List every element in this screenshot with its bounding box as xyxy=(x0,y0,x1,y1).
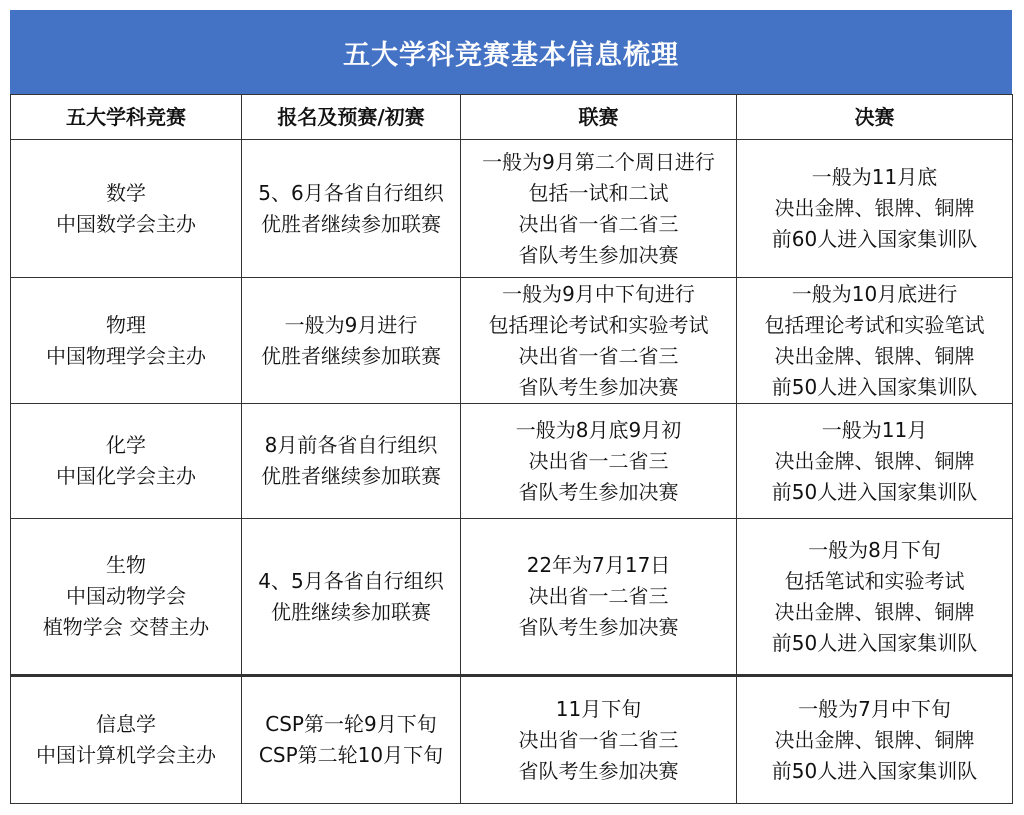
table-row xyxy=(11,676,1013,804)
cell-line: 决出金牌、银牌、铜牌 xyxy=(774,727,975,752)
final-cell xyxy=(737,278,1013,404)
cell-line: 决出金牌、银牌、铜牌 xyxy=(774,196,975,220)
cell-line: 优胜者继续参加联赛 xyxy=(261,343,441,368)
final-cell xyxy=(737,404,1013,519)
cell-line: 决出金牌、银牌、铜牌 xyxy=(774,343,975,368)
cell-line: 中国动物学会 xyxy=(66,584,186,608)
header-row xyxy=(11,95,1013,140)
cell-line: 决出省一二省三 xyxy=(528,448,669,473)
cell-line: 优胜继续参加联赛 xyxy=(271,599,431,624)
cell-line: 一般为11月 xyxy=(821,417,928,442)
league-cell xyxy=(461,140,737,278)
league-cell xyxy=(461,404,737,519)
cell-line: 22年为7月17日 xyxy=(526,553,671,577)
cell-line: 生物 xyxy=(106,553,146,577)
cell-line: 省队考生参加决赛 xyxy=(518,242,679,267)
cell-line: CSP第一轮9月下旬 xyxy=(265,712,437,736)
cell-line: 一般为11月底 xyxy=(811,165,938,189)
table-row xyxy=(11,140,1013,278)
cell-line: 信息学 xyxy=(96,712,156,736)
cell-line: 前50人进入国家集训队 xyxy=(771,758,978,783)
cell-line: 优胜者继续参加联赛 xyxy=(261,211,441,236)
league-cell xyxy=(461,278,737,404)
league-cell xyxy=(461,676,737,804)
prelim-cell xyxy=(242,140,461,278)
cell-line: 4、5月各省自行组织 xyxy=(258,568,444,593)
cell-line: 优胜者继续参加联赛 xyxy=(261,464,441,488)
table-title: 五大学科竞赛基本信息梳理 xyxy=(10,10,1012,94)
cell-line: 决出省一二省三 xyxy=(528,584,669,608)
cell-line: 决出金牌、银牌、铜牌 xyxy=(774,599,975,624)
cell-line: 前60人进入国家集训队 xyxy=(771,227,978,251)
cell-line: 决出金牌、银牌、铜牌 xyxy=(774,448,975,473)
subject-cell xyxy=(11,278,242,404)
cell-line: 省队考生参加决赛 xyxy=(518,758,679,783)
cell-line: 5、6月各省自行组织 xyxy=(258,180,444,205)
cell-line: 省队考生参加决赛 xyxy=(518,374,679,399)
cell-line: 前50人进入国家集训队 xyxy=(771,374,978,399)
final-cell xyxy=(737,140,1013,278)
cell-line: 物理 xyxy=(106,312,146,337)
cell-line: 省队考生参加决赛 xyxy=(518,479,679,504)
cell-line: 包括理论考试和实验笔试 xyxy=(764,312,985,337)
subject-cell xyxy=(11,519,242,676)
prelim-cell xyxy=(242,278,461,404)
prelim-cell xyxy=(242,519,461,676)
cell-line: 决出省一省二省三 xyxy=(518,211,679,236)
cell-line: 决出省一省二省三 xyxy=(518,727,679,752)
cell-line: 决出省一省二省三 xyxy=(518,343,679,368)
prelim-cell xyxy=(242,404,461,519)
cell-line: 中国计算机学会主办 xyxy=(36,743,216,767)
cell-line: 数学 xyxy=(106,180,146,205)
cell-line: 一般为9月第二个周日进行 xyxy=(482,149,715,174)
header-subject: 五大学科竞赛 xyxy=(11,95,242,140)
league-cell xyxy=(461,519,737,676)
cell-line: 一般为9月中下旬进行 xyxy=(502,281,695,306)
cell-line: 一般为7月中下旬 xyxy=(798,696,951,721)
table-row xyxy=(11,278,1013,404)
competition-table xyxy=(10,94,1013,804)
cell-line: 一般为8月底9月初 xyxy=(515,417,682,442)
header-final: 决赛 xyxy=(737,95,1013,140)
final-cell xyxy=(737,676,1013,804)
cell-line: 11月下旬 xyxy=(555,696,642,721)
prelim-cell xyxy=(242,676,461,804)
cell-line: 中国数学会主办 xyxy=(56,211,196,236)
header-league: 联赛 xyxy=(461,95,737,140)
competition-table-frame xyxy=(10,10,1012,804)
cell-line: 植物学会 交替主办 xyxy=(42,615,210,639)
cell-line: 中国化学会主办 xyxy=(56,464,196,488)
final-cell xyxy=(737,519,1013,676)
cell-line: 化学 xyxy=(106,433,146,457)
cell-line: 一般为10月底进行 xyxy=(791,281,958,306)
cell-line: 包括理论考试和实验考试 xyxy=(488,312,709,337)
cell-line: 一般为9月进行 xyxy=(284,312,418,337)
subject-cell xyxy=(11,140,242,278)
cell-line: CSP第二轮10月下旬 xyxy=(258,743,444,767)
cell-line: 包括笔试和实验考试 xyxy=(784,568,965,593)
cell-line: 前50人进入国家集训队 xyxy=(771,630,978,655)
cell-line: 一般为8月下旬 xyxy=(808,537,941,562)
cell-line: 8月前各省自行组织 xyxy=(264,433,438,457)
table-row xyxy=(11,519,1013,676)
cell-line: 中国物理学会主办 xyxy=(46,343,206,368)
subject-cell xyxy=(11,676,242,804)
cell-line: 省队考生参加决赛 xyxy=(518,615,679,639)
table-row xyxy=(11,404,1013,519)
cell-line: 前50人进入国家集训队 xyxy=(771,479,978,504)
header-prelim: 报名及预赛/初赛 xyxy=(242,95,461,140)
cell-line: 包括一试和二试 xyxy=(528,180,669,205)
subject-cell xyxy=(11,404,242,519)
